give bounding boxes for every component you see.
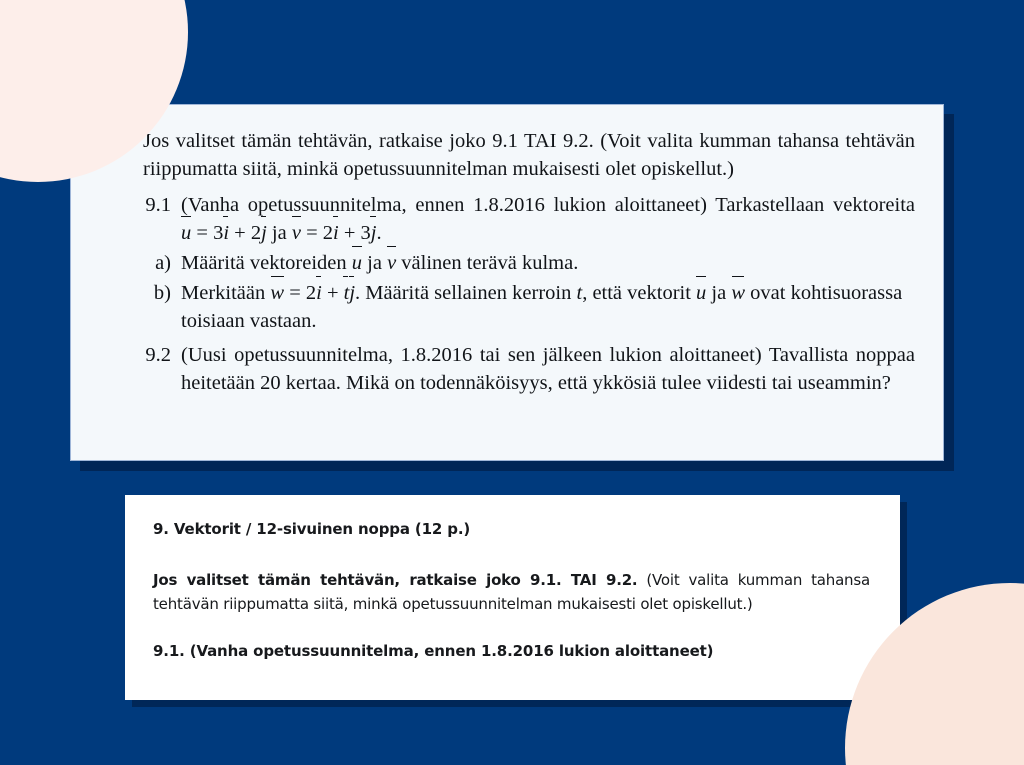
transcript-intro-rest: (Voit valita kumman tahansa tehtävän riippumatta siitä, minkä opetussuunnitelman mukaisesti olet opiskellut.) bbox=[153, 570, 870, 613]
a-prose-1: Määritä vektoreiden bbox=[181, 252, 347, 274]
exam-item-9-1-b bbox=[97, 279, 917, 335]
exam-item-9-1-b-text bbox=[181, 279, 917, 335]
exam-math-t-ref: t bbox=[576, 282, 583, 304]
transcript-intro-paragraph bbox=[153, 568, 870, 617]
b-prose-3: , että vektorit bbox=[582, 282, 691, 304]
transcript-card bbox=[125, 495, 900, 700]
exam-item-9-1-conjunction: ja bbox=[271, 222, 287, 244]
exam-item-9-1-prose: (Vanha opetussuunnitelma, ennen 1.8.2016 lukion aloittaneet) Tarkastellaan vektoreita bbox=[181, 194, 915, 216]
transcript-intro-bold: Jos valitset tämän tehtävän, ratkaise joko 9.1. TAI 9.2. bbox=[153, 570, 638, 589]
transcript-title: 9. Vektorit / 12-sivuinen noppa (12 p.) bbox=[153, 520, 471, 538]
exam-math-w-ref-b: w bbox=[731, 282, 745, 304]
b-prose-1: Merkitään bbox=[181, 282, 266, 304]
exam-item-9-1-a bbox=[97, 249, 917, 277]
exam-math-u-ref-a: u bbox=[352, 252, 362, 274]
exam-item-9-1-marker: 9.1 bbox=[145, 194, 171, 216]
exam-math-v-definition: v = 2i + 3j bbox=[292, 222, 377, 244]
b-prose-5: ovat kohtisuorassa toisiaan vastaan. bbox=[181, 282, 903, 332]
exam-item-9-1-text bbox=[181, 191, 917, 247]
exam-item-9-1-b-marker: b) bbox=[153, 282, 171, 304]
exam-item-9-1-a-text bbox=[181, 249, 917, 277]
a-prose-3: välinen terävä kulma. bbox=[401, 252, 579, 274]
exam-item-9-text: Jos valitset tämän tehtävän, ratkaise joko 9.1 TAI 9.2. (Voit valita kumman tahansa tehtävän riippumatta siitä, minkä opetussuunnitelman mukaisesti olet opiskellut.) bbox=[143, 130, 915, 180]
exam-math-v-ref-a: v bbox=[387, 252, 396, 274]
exam-math-u-ref-b: u bbox=[696, 282, 706, 304]
b-prose-4: ja bbox=[711, 282, 727, 304]
exam-item-9-2-marker: 9.2 bbox=[145, 344, 171, 366]
exam-item-9-1-terminator: . bbox=[376, 222, 382, 244]
exam-item-9-2-text: (Uusi opetussuunnitelma, 1.8.2016 tai sen jälkeen lukion aloittaneet) Tavallista noppaa heitetään 20 kertaa. Mikä on todennäköisyys, että ykkösiä tulee viidesti tai useammin? bbox=[181, 344, 915, 394]
exam-item-9-2 bbox=[97, 341, 917, 397]
exam-math-u-definition: u = 3i + 2j bbox=[181, 222, 267, 244]
transcript-subtitle: 9.1. (Vanha opetussuunnitelma, ennen 1.8.2016 lukion aloittaneet) bbox=[153, 641, 714, 660]
exam-item-9-1 bbox=[97, 191, 917, 247]
exam-item-9-1-a-marker: a) bbox=[155, 252, 171, 274]
exam-question-card bbox=[70, 104, 944, 461]
exam-item-9 bbox=[97, 127, 917, 183]
a-prose-2: ja bbox=[367, 252, 382, 274]
exam-math-w-definition: w = 2i + tj bbox=[270, 282, 355, 304]
b-prose-2: . Määritä sellainen kerroin bbox=[355, 282, 572, 304]
